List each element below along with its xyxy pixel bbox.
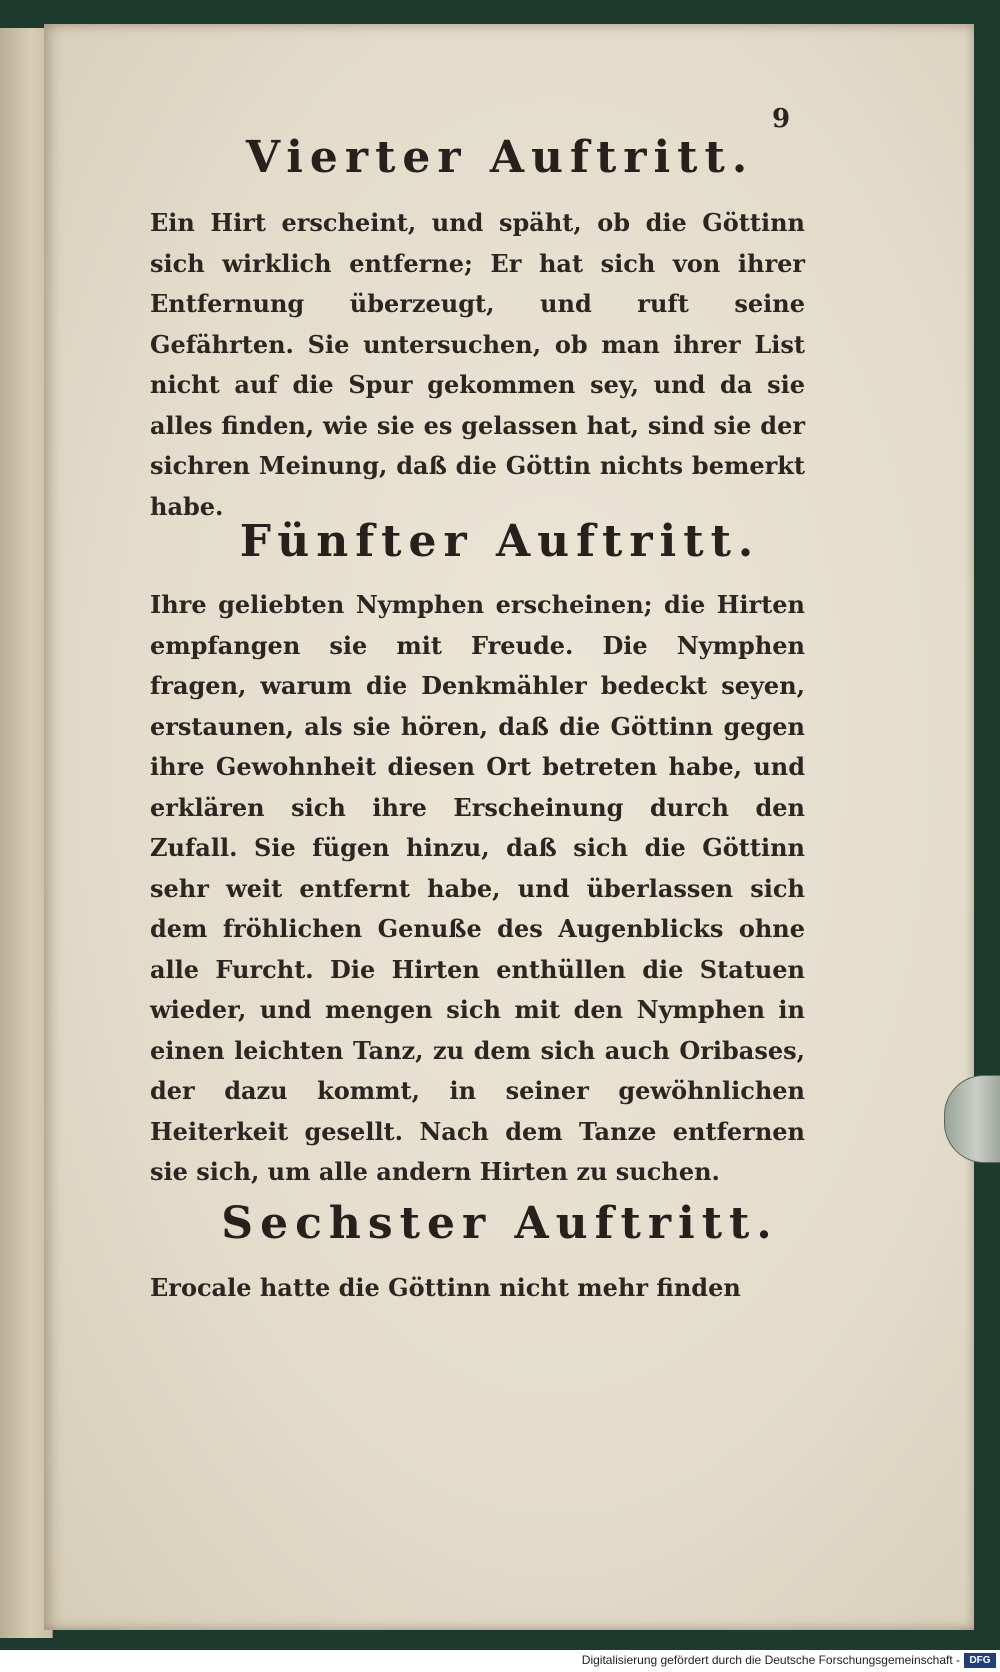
- footer-bar: [0, 1650, 1000, 1672]
- section-text-fuenfter-auftritt: Ihre geliebten Nymphen erscheinen; die Hirten empfangen sie mit Freude. Die Nymphen fragen, warum die Denkmähler bedeckt seyen, erstaunen, als sie hören, daß die Göttinn gegen ihre Gewohnheit diesen Ort betreten habe, und erklären sich ihre Erscheinung durch den Zufall. Sie fügen hinzu, daß sich die Göttinn sehr weit entfernt habe, und überlassen sich dem fröhlichen Genuße des Augenblicks ohne alle Furcht. Die Hirten enthüllen die Statuen wieder, und mengen sich mit den Nymphen in einen leichten Tanz, zu dem sich auch Oribases, der dazu kommt, in seiner gewöhnlichen Heiterkeit gesellt. Nach dem Tanze entfernen sie sich, um alle andern Hirten zu suchen.: [150, 590, 805, 1186]
- section-heading-fuenfter-auftritt: Fünfter Auftritt.: [239, 516, 761, 567]
- footer-credit: Digitalisierung gefördert durch die Deutsche Forschungsgemeinschaft -: [581, 1653, 960, 1667]
- section-text-sechster-auftritt: Erocale hatte die Göttinn nicht mehr finden: [150, 1273, 741, 1302]
- section-heading-sechster-auftritt: Sechster Auftritt.: [221, 1198, 779, 1249]
- section-text-vierter-auftritt: Ein Hirt erscheint, und späht, ob die Göttinn sich wirklich entferne; Er hat sich von ihrer Entfernung überzeugt, und ruft seine Gefährten. Sie untersuchen, ob man ihrer List nicht auf die Spur gekommen sey, und da sie alles finden, wie sie es gelassen hat, sind sie der sichren Meinung, daß die Göttin nichts bemerkt habe.: [150, 208, 805, 521]
- dfg-logo: DFG: [964, 1653, 996, 1668]
- page-number: 9: [772, 104, 791, 134]
- section-heading-vierter-auftritt: Vierter Auftritt.: [245, 132, 755, 183]
